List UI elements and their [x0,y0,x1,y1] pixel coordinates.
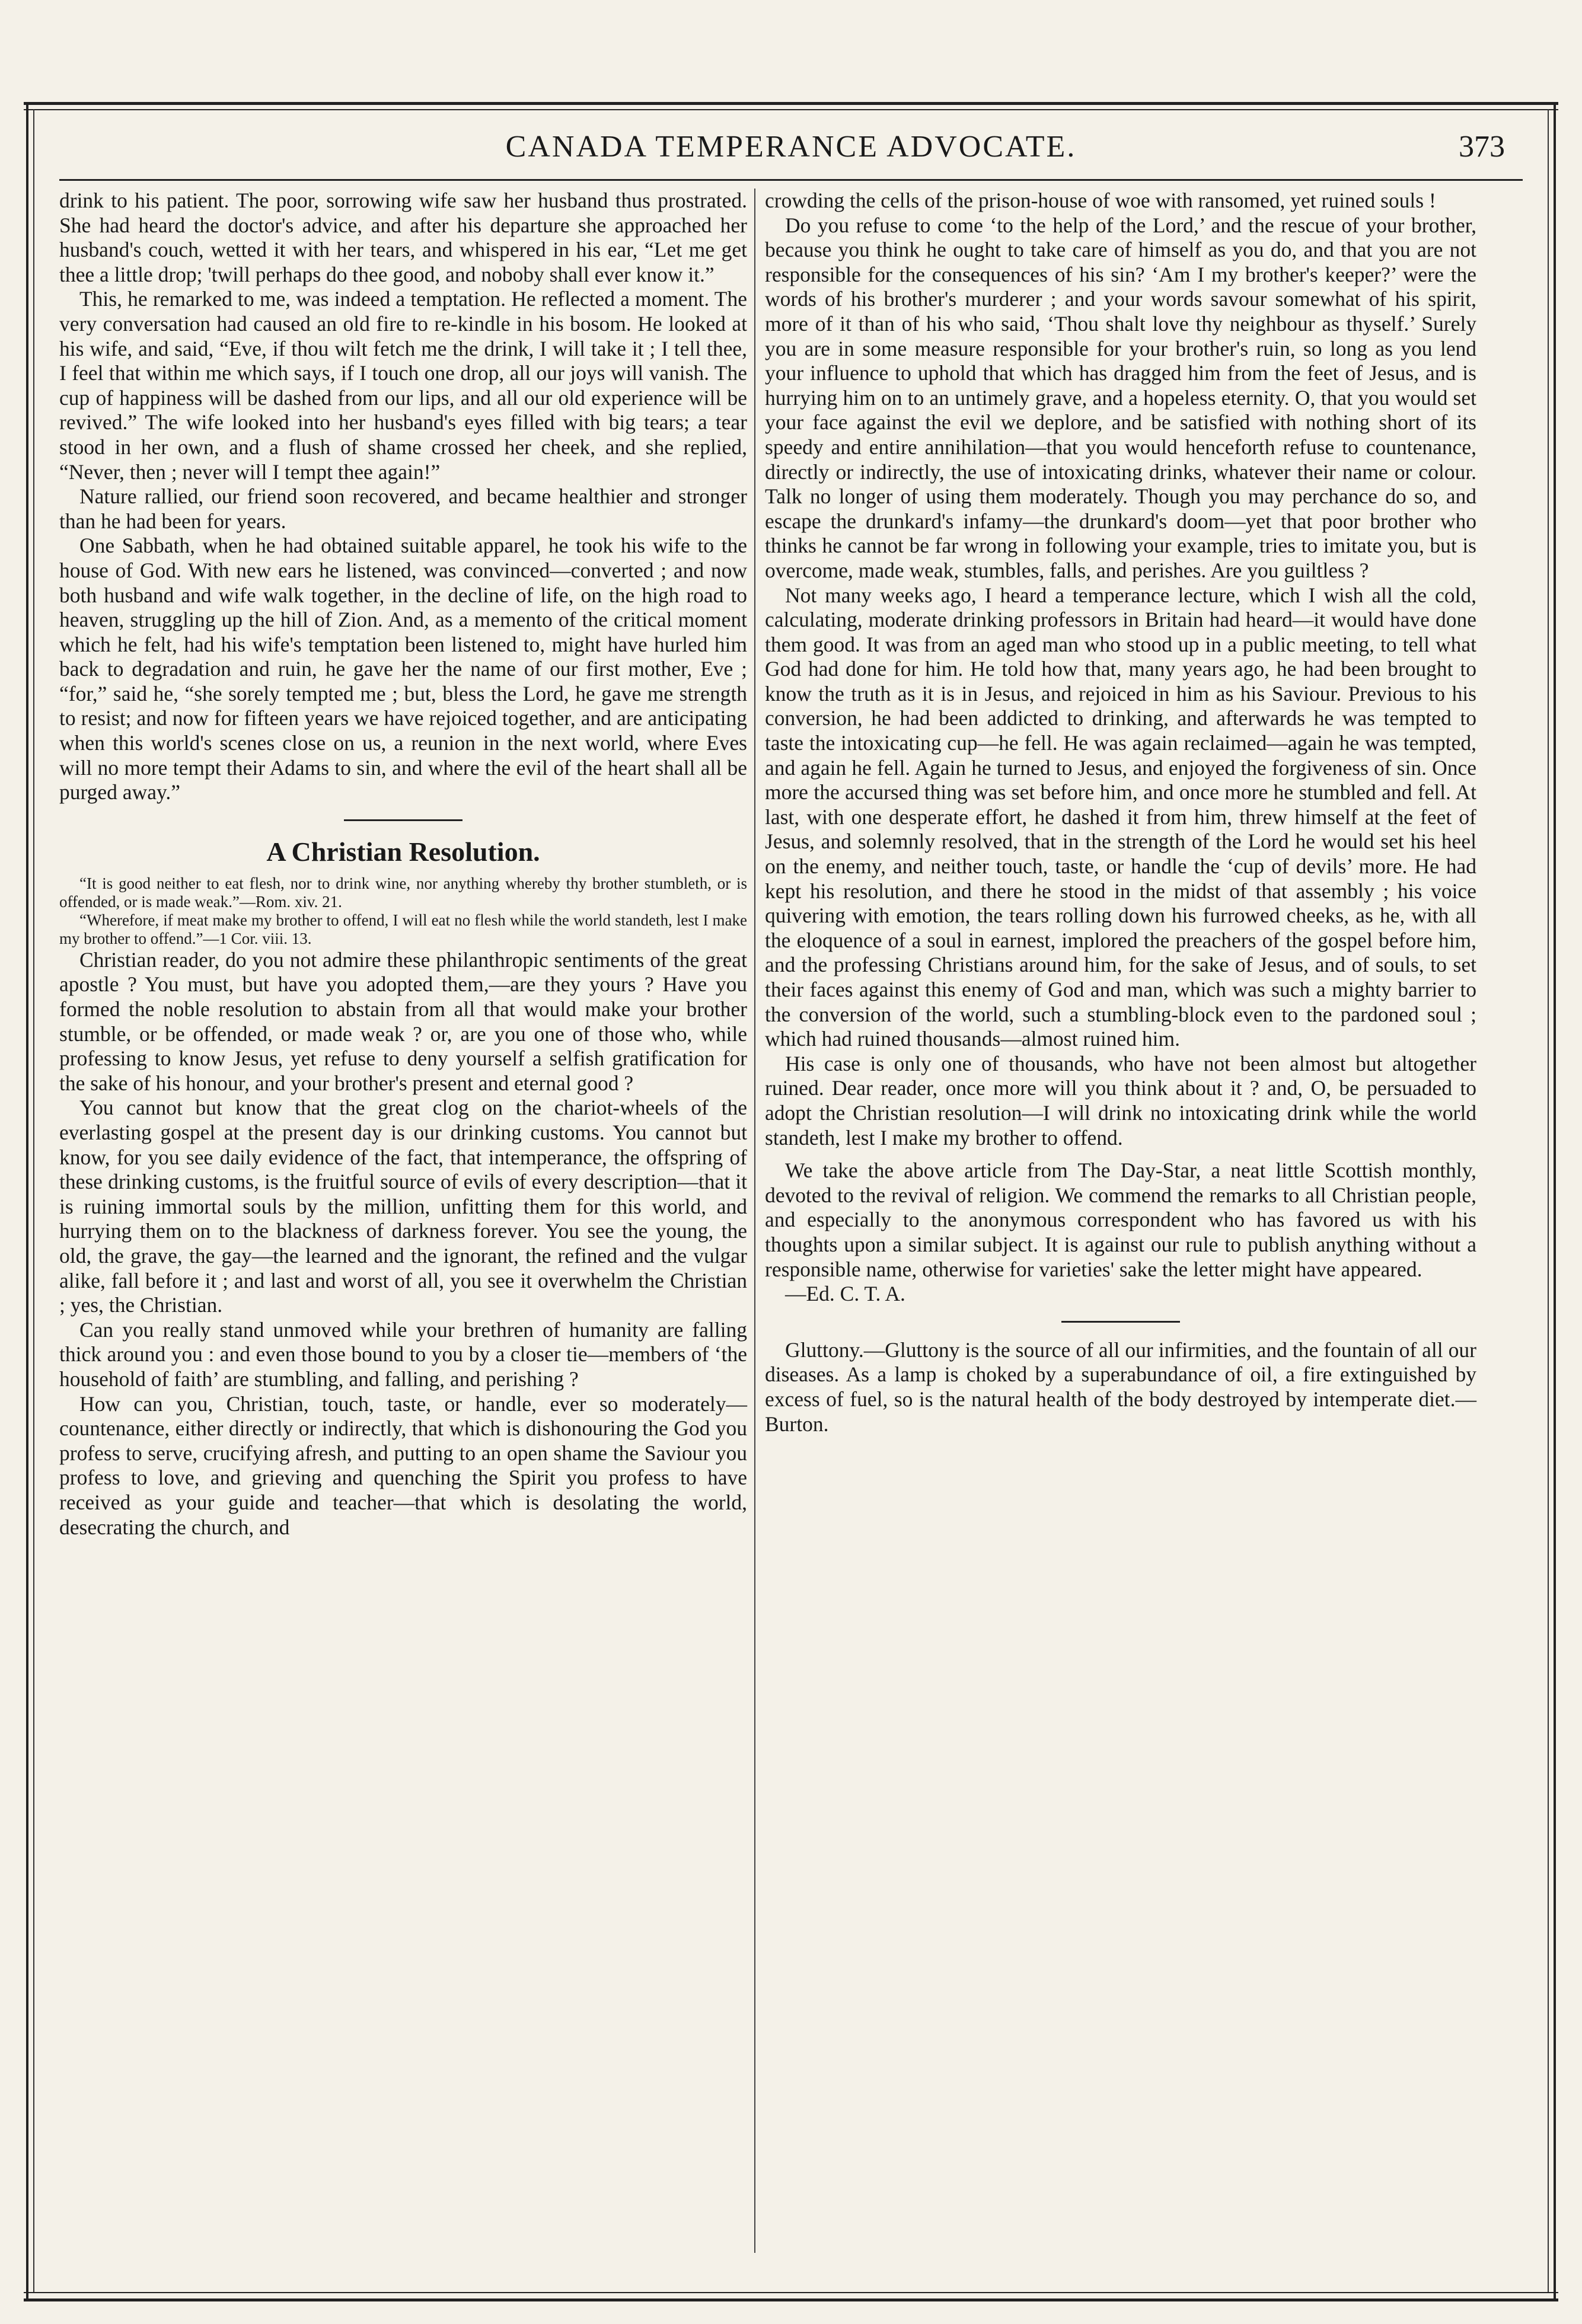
border-right [1554,102,1556,2299]
paragraph: How can you, Christian, touch, taste, or handle, ever so moderately—countenance, either directly or indirectly, that which is dishonouring the God you profess to serve, crucifying afresh, and putting to an open shame the Saviour you profess to love, and grieving and quenching the Spirit you profess to have received as your guide and teacher—that which is desolating the world, desecrating the church, and [59,1391,747,1539]
paragraph: crowding the cells of the prison-house of woe with ransomed, yet ruined souls ! [765,189,1436,212]
border-right-inner [1548,109,1549,2292]
paragraph: Do you refuse to come ‘to the help of the Lord,’ and the rescue of your brother, because you think he ought to take care of himself as you do, and that you are not responsible for the consequences of his sin? ‘Am I my brother's keeper?’ were the words of his brother's murderer ; and your words savour somewhat of his spirit, more of it than of his who said, ‘Thou shalt love thy neighbour as thyself.’ Surely you are in some measure responsible for your brother's ruin, so long as you lend your influence to uphold that which has dragged him from the feet of Jesus, and is hurrying him on to an untimely grave, and a hopeless eternity. O, that you would set your face against the evil we deplore, and be satisfied with nothing short of its speedy and entire annihilation—that you would henceforth refuse to countenance, directly or indirectly, the use of intoxicating drinks, whatever their name or colour. Talk no longer of using them moderately. Though you may perchance do so, and escape the drunkard's infamy—the drunkard's doom—yet that poor brother who thinks he cannot be far wrong in following your example, tries to imitate you, but is overcome, made weak, stumbles, falls, and perishes. Are you guiltless ? [765,213,1476,582]
editor-note: We take the above article from The Day-Star, a neat little Scottish monthly, devoted to the revival of religion. We commend the remarks to all Christian people, and especially to the anonymous correspondent who has favored us with his thoughts upon a similar subject. It is against our rule to publish anything without a responsible name, otherwise for varieties' sake the letter might have appeared. [765,1158,1476,1281]
gluttony-paragraph: Gluttony.—Gluttony is the source of all our infirmities, and the fountain of all our diseases. As a lamp is choked by a superabundance of oil, a fire extinguished by excess of fuel, so is the natural health of the body destroyed by intemperate diet.—Burton. [765,1337,1476,1436]
paragraph: Not many weeks ago, I heard a temperance lecture, which I wish all the cold, calculating, moderate drinking professors in Britain had heard—it would have done them good. It was from an aged man who stood up in a public meeting, to tell what God had done for him. He told how that, many years ago, he had been brought to know the truth as it is in Jesus, and rejoiced in him as his Saviour. Previous to his conversion, he had been addicted to drinking, and afterwards he was tempted to taste the intoxicating cup—he fell. He was again reclaimed—again he was tempted, and again he fell. Again he turned to Jesus, and enjoyed the forgiveness of sin. Once more the accursed thing was set before him, and once more he stumbled and fell. At last, with one desperate effort, he dashed it from him, threw himself at the feet of Jesus, and solemnly resolved, that in the strength of the Lord he would set his heel on the enemy, and neither touch, taste, or handle the ‘cup of devils’ more. He had kept his resolution, and there he stood in the midst of that assembly ; his voice quivering with emotion, the tears rolling down his furrowed cheeks, as he, with all the eloquence of a soul in earnest, implored the preachers of the gospel before him, and the professing Christians around him, for the sake of Jesus, and of souls, to set their faces against this enemy of God and man, which was such a mighty barrier to the conversion of the world, such a stumbling-block even to the pardoned soul ; which had ruined thousands—almost ruined him. [765,583,1476,1051]
paragraph: drink to his patient. The poor, sorrowing wife saw her husband thus prostrated. She had heard the doctor's advice, and after his departure she approached her husband's couch, wetted it with her tears, and whispered in his ear, “Let me get thee a little drop; 'twill perhaps do thee good, and noboby shall ever know it.” [59,189,747,286]
left-column [59,189,747,1540]
border-left [26,102,28,2299]
border-bottom-inner [24,2292,1558,2293]
paragraph: His case is only one of thousands, who have not been almost but altogether ruined. Dear reader, once more will you think about it ? and, O, be persuaded to adopt the Christian resolution—I will drink no intoxicating drink while the world standeth, lest I make my brother to offend. [765,1051,1476,1150]
editor-signature: —Ed. C. T. A. [785,1282,905,1306]
column-divider [754,189,755,2253]
paragraph: You cannot but know that the great clog on the chariot-wheels of the everlasting gospel at the present day is our drinking customs. You cannot but know, for you see daily evidence of the fact, that intemperance, the offspring of these drinking customs, is the fruitful source of evils of every description—that it is ruining immortal souls by the million, unfitting them for this world, and hurrying them on to the blackness of darkness forever. You see the young, the old, the grave, the gay—the learned and the ignorant, the refined and the vulgar alike, fall before it ; and last and worst of all, you see it overwhelm the Christian ; yes, the Christian. [59,1096,747,1317]
spacer [765,1150,1476,1158]
paragraph: Nature rallied, our friend soon recovered, and became healthier and stronger than he had been for years. [59,484,747,533]
border-top [24,102,1558,105]
section-rule [344,819,463,821]
scripture-quote: “It is good neither to eat flesh, nor to drink wine, nor anything whereby thy brother stumbleth, or is offended, or is made weak.”—Rom. xiv. 21. [59,874,747,911]
section-rule [1061,1321,1180,1323]
border-top-inner [24,109,1558,110]
paragraph: One Sabbath, when he had obtained suitable apparel, he took his wife to the house of God. With new ears he listened, was convinced—converted ; and now both husband and wife walk together, in the decline of life, on the high road to heaven, struggling up the hill of Zion. And, as a memento of the critical moment which he felt, had his wife's temptation been listened to, might have hurled him back to degradation and ruin, he gave her the name of our first mother, Eve ; “for,” said he, “she sorely tempted me ; but, bless the Lord, he gave me strength to resist; and now for fifteen years we have rejoiced together, and are anticipating when this world's scenes close on us, a reunion in the next world, where Eves will no more tempt their Adams to sin, and where the evil of the heart shall all be purged away.” [59,534,747,805]
border-left-inner [33,109,34,2292]
header-rule [59,179,1523,181]
paragraph: Can you really stand unmoved while your brethren of humanity are falling thick around you : and even those bound to you by a closer tie—members of ‘the household of faith’ are stumbling, and falling, and perishing ? [59,1317,747,1391]
page-header [59,129,1523,177]
publication-title: CANADA TEMPERANCE ADVOCATE. [505,130,1077,164]
scripture-quote: “Wherefore, if meat make my brother to offend, I will eat no flesh while the world standeth, lest I make my brother to offend.”—1 Cor. viii. 13. [59,911,747,947]
paragraph: This, he remarked to me, was indeed a temptation. He reflected a moment. The very conversation had caused an old fire to re-kindle in his bosom. He looked at his wife, and said, “Eve, if thou wilt fetch me the drink, I will take it ; I tell thee, I feel that within me which says, if I touch one drop, all our joys will vanish. The cup of happiness will be dashed from our lips, and all our old experience will be revived.” The wife looked into her husband's eyes filled with big tears; a tear stood in her own, and a flush of shame crossed her cheek, and she replied, “Never, then ; never will I tempt thee again!” [59,287,747,484]
border-bottom [24,2299,1558,2301]
page-number: 373 [1459,130,1505,164]
paragraph: Christian reader, do you not admire these philanthropic sentiments of the great apostle ? You must, but have you adopted them,—are they yours ? Have you formed the noble resolution to abstain from all that would make your brother stumble, or be offended, or made weak ? or, are you one of those who, while professing to know Jesus, yet refuse to deny yourself a selfish gratification for the sake of his honour, and your brother's present and eternal good ? [59,947,747,1095]
right-column [765,189,1476,1436]
section-title: A Christian Resolution. [266,836,540,867]
